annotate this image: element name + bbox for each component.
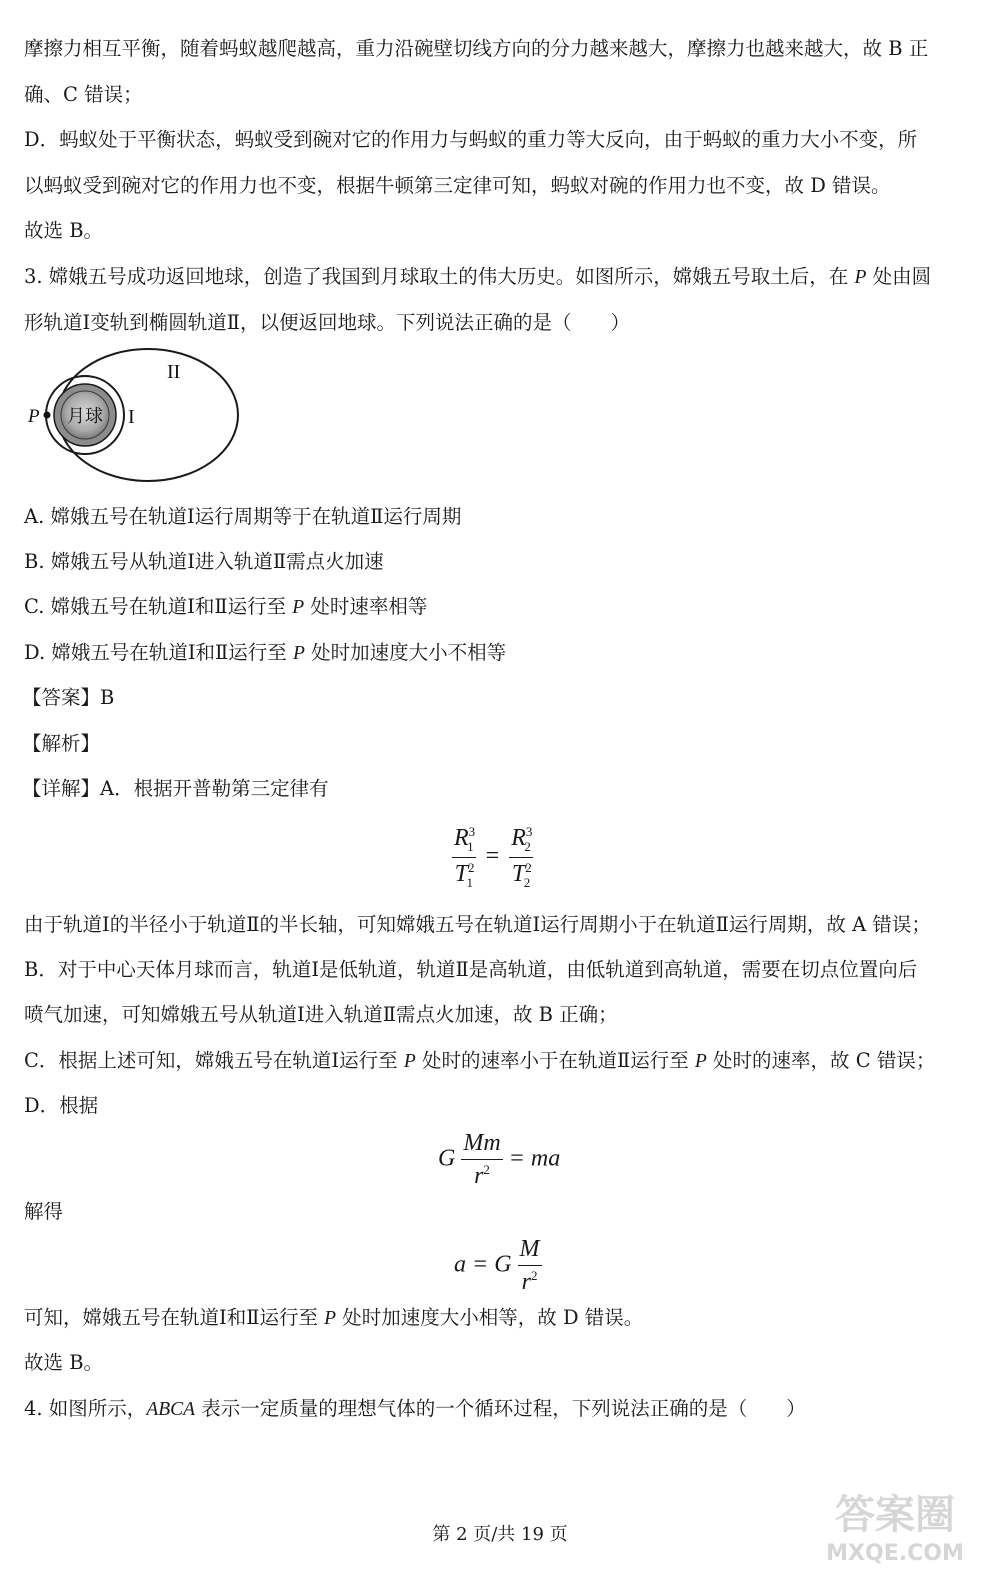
text-line (24, 1303, 643, 1334)
option-c (24, 592, 427, 623)
detail-line: 【详解】A．根据开普勒第三定律有 (22, 777, 329, 800)
point-p: P (694, 1051, 707, 1072)
option-text: 处时速率相等 (304, 595, 428, 618)
explain-text: C．根据上述可知，嫦娥五号在轨道Ⅰ运行至 (24, 1049, 404, 1072)
text-line (24, 1046, 935, 1077)
watermark-domain: MXQE.COM (826, 1541, 964, 1566)
point-p: P (403, 1051, 416, 1072)
text-line: 解得 (24, 1200, 64, 1223)
point-p: P (324, 1308, 337, 1329)
text-line: 故选 B。 (24, 219, 104, 242)
text-line: D．蚂蚁处于平衡状态，蚂蚁受到碗对它的作用力与蚂蚁的重力等大反向，由于蚂蚁的重力大小不变，所 (24, 128, 918, 151)
formula-fraction: $\frac{M}{r^2}$ (519, 1236, 540, 1295)
question-3-stem (24, 262, 931, 293)
formula-g: G (438, 1145, 456, 1172)
option-b: B. 嫦娥五号从轨道Ⅰ进入轨道Ⅱ需点火加速 (24, 550, 384, 573)
text-line: 摩擦力相互平衡，随着蚂蚁越爬越高，重力沿碗壁切线方向的分力越来越大，摩擦力也越来越大，故 B 正 (24, 37, 929, 60)
stem-text: 表示一定质量的理想气体的一个循环过程，下列说法正确的是（ ） (195, 1397, 806, 1420)
text-line: B．对于中心天体月球而言，轨道Ⅰ是低轨道，轨道Ⅱ是高轨道，由低轨道到高轨道，需要在切点位置向后 (24, 958, 918, 981)
text-line: 形轨道Ⅰ变轨到椭圆轨道Ⅱ，以便返回地球。下列说法正确的是（ ） (24, 311, 630, 334)
point-p: P (854, 267, 867, 288)
gravity-formula (438, 1130, 560, 1190)
orbit-i-label: I (128, 406, 135, 428)
option-text: C. 嫦娥五号在轨道Ⅰ和Ⅱ运行至 (24, 595, 293, 618)
acceleration-formula (454, 1236, 542, 1296)
stem-text: 3. 嫦娥五号成功返回地球，创造了我国到月球取土的伟大历史。如图所示，嫦娥五号取土后，在 (24, 265, 855, 288)
explain-text: 处时的速率小于在轨道Ⅱ运行至 (415, 1049, 695, 1072)
orbit-diagram (22, 346, 246, 484)
point-p: P (292, 597, 305, 618)
text-line: 确、C 错误； (24, 83, 143, 106)
text-line: D．根据 (24, 1094, 99, 1117)
text-line: 喷气加速，可知嫦娥五号从轨道Ⅰ进入轨道Ⅱ需点火加速，故 B 正确； (24, 1003, 618, 1026)
fraction-left: $\frac{R^3_1}{T^2_1}$ (454, 824, 476, 890)
answer-line: 【答案】B (22, 686, 115, 709)
fraction-right: $\frac{R^3_2}{T^2_2}$ (511, 824, 533, 890)
stem-text: 处由圆 (866, 265, 932, 288)
page-footer: 第 2 页/共 19 页 (432, 1524, 568, 1545)
point-p-dot (44, 412, 51, 419)
option-d (24, 638, 506, 669)
orbit-ii-label: II (167, 361, 181, 383)
formula-lhs: a = G (454, 1251, 512, 1278)
stem-text: 4. 如图所示， (24, 1397, 147, 1420)
explain-text: 处时的速率，故 C 错误； (706, 1049, 936, 1072)
text-line: 以蚂蚁受到碗对它的作用力也不变，根据牛顿第三定律可知，蚂蚁对碗的作用力也不变，故 D 错误。 (24, 174, 891, 197)
moon-label: 月球 (67, 406, 103, 427)
equals-sign: = (485, 842, 500, 869)
watermark-text: 答案圈 (835, 1492, 955, 1538)
text-line: 由于轨道Ⅰ的半径小于轨道Ⅱ的半长轴，可知嫦娥五号在轨道Ⅰ运行周期小于在轨道Ⅱ运行周期，故 A 错误； (24, 913, 931, 936)
question-4-stem (24, 1394, 806, 1425)
formula-fraction: $\frac{Mm}{r^2}$ (463, 1130, 501, 1189)
option-a: A. 嫦娥五号在轨道Ⅰ运行周期等于在轨道Ⅱ运行周期 (24, 505, 462, 528)
point-p-label: P (28, 406, 40, 427)
text-line: 故选 B。 (24, 1351, 104, 1374)
analysis-heading: 【解析】 (22, 732, 101, 755)
kepler-formula (452, 824, 533, 891)
point-p: P (293, 643, 305, 664)
cycle-label: ABCA (146, 1399, 196, 1420)
option-text: D. 嫦娥五号在轨道Ⅰ和Ⅱ运行至 (24, 641, 293, 664)
watermark-logo (810, 1486, 980, 1566)
option-text: 处时加速度大小不相等 (304, 641, 507, 664)
explain-text: 可知，嫦娥五号在轨道Ⅰ和Ⅱ运行至 (24, 1306, 325, 1329)
formula-rhs: = ma (508, 1145, 561, 1172)
explain-text: 处时加速度大小相等，故 D 错误。 (336, 1306, 644, 1329)
